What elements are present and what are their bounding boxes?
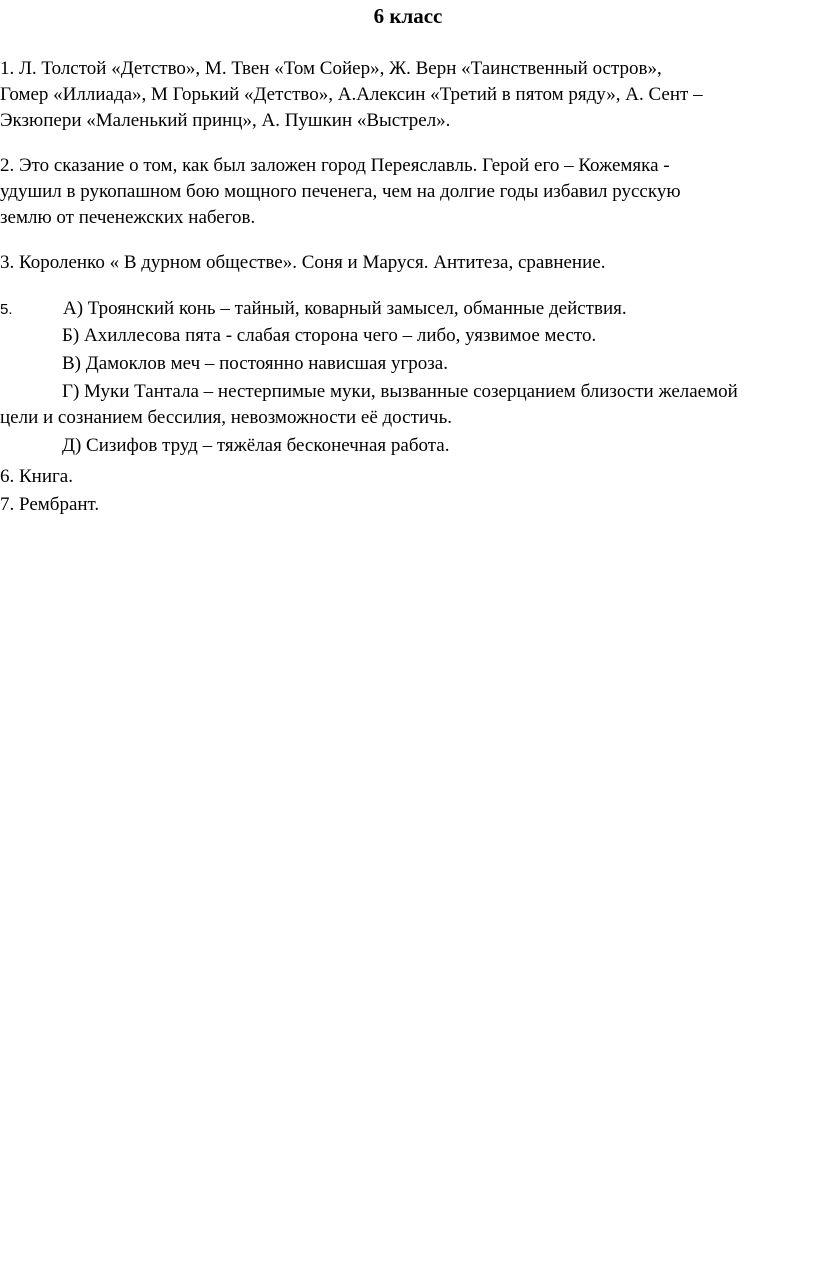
answer-1: [0, 56, 816, 134]
answer-1-line-2: Гомер «Иллиада», М Горький «Детство», А.Алексин «Третий в пятом ряду», А. Сент –: [0, 84, 703, 105]
answer-1-line-3: Экзюпери «Маленький принц», А. Пушкин «Выстрел».: [0, 110, 451, 131]
answer-5-item-a-line: [0, 296, 816, 322]
answer-5-item-g-line-2: цели и сознанием бессилия, невозможности её достичь.: [0, 407, 453, 428]
answer-6-line: 6. Книга.: [0, 466, 73, 487]
answer-5-item-b: Б) Ахиллесова пята - слабая сторона чего – либо, уязвимое место.: [62, 325, 597, 346]
answer-6: [0, 464, 816, 490]
answer-3: [0, 250, 816, 276]
page-title: 6 класс: [373, 4, 443, 28]
answer-5-item-d: Д) Сизифов труд – тяжёлая бесконечная работа.: [62, 435, 450, 456]
answer-1-line-1: 1. Л. Толстой «Детство», М. Твен «Том Сойер», Ж. Верн «Таинственный остров»,: [0, 58, 662, 79]
answer-5-item-a: А) Троянский конь – тайный, коварный замысел, обманные действия.: [63, 298, 627, 319]
answer-2-line-2: удушил в рукопашном бою мощного печенега, чем на долгие годы избавил русскую: [0, 181, 681, 202]
answer-2-line-3: землю от печенежских набегов.: [0, 207, 256, 228]
answer-5-number: 5.: [0, 301, 13, 318]
answer-7: [0, 492, 816, 518]
answer-3-line: 3. Короленко « В дурном обществе». Соня и Маруся. Антитеза, сравнение.: [0, 252, 606, 273]
answer-2: [0, 153, 816, 231]
answer-5-item-v: В) Дамоклов меч – постоянно нависшая угроза.: [62, 353, 448, 374]
answer-2-line-1: 2. Это сказание о том, как был заложен город Переяславль. Герой его – Кожемяка -: [0, 155, 670, 176]
answer-5: [0, 296, 816, 459]
answer-7-line: 7. Рембрант.: [0, 494, 100, 515]
answer-5-item-g-line-1: Г) Муки Тантала – нестерпимые муки, вызванные созерцанием близости желаемой: [62, 381, 738, 402]
